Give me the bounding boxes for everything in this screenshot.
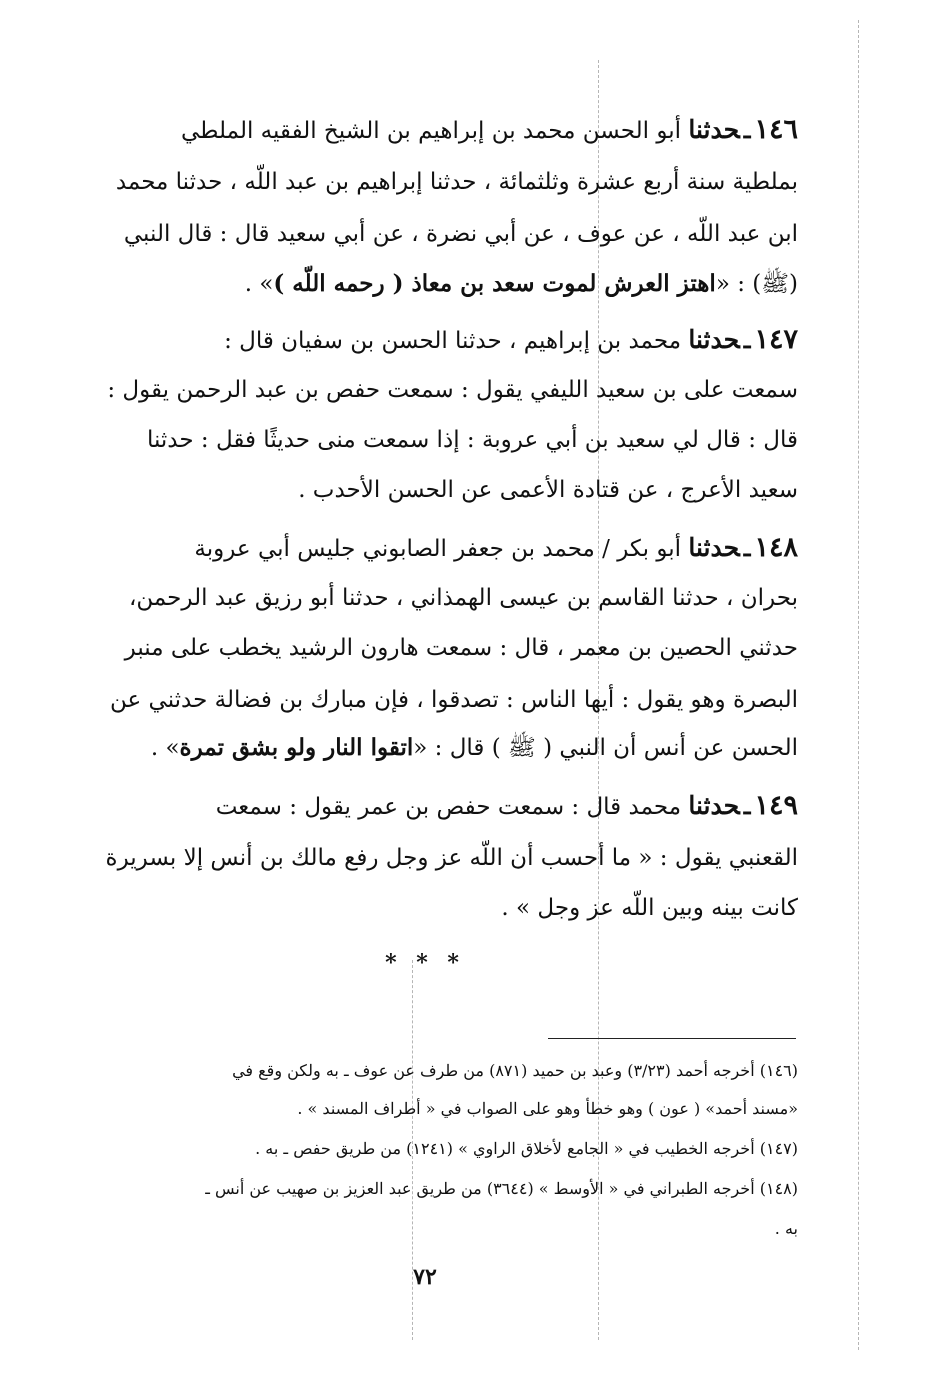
paragraph-line (46, 320, 798, 360)
paragraph-line (46, 264, 798, 304)
section-separator: * * * (385, 950, 465, 976)
hadith-number: ١٤٦ (754, 114, 798, 145)
text-plain: الحسن عن أنس أن النبي ( ﷺ ) قال : « (413, 735, 798, 761)
paragraph-line: بملطية سنة أربع عشرة وثلثمائة ، حدثنا إبراهيم بن عبد اللّه ، حدثنا محمد (115, 169, 798, 195)
paragraph-line: البصرة وهو يقول : أيها الناس : تصدقوا ، فإن مبارك بن فضالة حدثني عن (109, 687, 798, 713)
paragraph-line (46, 786, 798, 826)
dash: ـ (743, 535, 751, 562)
footnote-line: «مسند أحمد» ( عون ) وهو خطأ وهو على الصواب في « أطراف المسند » . (297, 1099, 798, 1118)
footnote-rule (548, 1038, 796, 1039)
paragraph-line (46, 110, 798, 150)
footnote-line: (١٤٨) أخرجه الطبراني في « الأوسط » (٣٦٤٤) من طريق عبد العزيز بن صهيب عن أنس ـ (205, 1179, 798, 1198)
hadith-number: ١٤٧ (754, 324, 798, 355)
paragraph-line: القعنبي يقول : « ما أحسب أن اللّه عز وجل رفع مالك بن أنس إلا بسريرة (105, 845, 798, 871)
prophetic-quote: اتقوا النار ولو بشق تمرة (179, 734, 414, 761)
footnote-line: (١٤٧) أخرجه الخطيب في « الجامع لأخلاق الراوي » (١٢٤١) من طريق حفص ـ به . (255, 1139, 798, 1158)
text-plain: » . (150, 735, 180, 761)
paragraph-text: محمد بن إبراهيم ، حدثنا الحسن بن سفيان قال : (224, 328, 682, 354)
hadith-number: ١٤٩ (754, 790, 798, 821)
text-plain: » . (244, 271, 274, 297)
paragraph-line: حدثني الحصين بن معمر ، قال : سمعت هارون الرشيد يخطب على منبر (124, 635, 798, 661)
paragraph-text: محمد قال : سمعت حفص بن عمر يقول : سمعت (215, 794, 682, 820)
paragraph-text: أبو بكر / محمد بن جعفر الصابوني جليس أبي عروبة (194, 536, 682, 562)
dash: ـ (743, 793, 751, 820)
paragraph-line: سعيد الأعرج ، عن قتادة الأعمى عن الحسن الأحدب . (298, 477, 798, 503)
hadith-heading: حدثنا (688, 325, 740, 354)
paragraph-line: بحران ، حدثنا القاسم بن عيسى الهمذاني ، حدثنا أبو رزيق عبد الرحمن، (128, 585, 798, 611)
paragraph-line: كانت بينه وبين اللّه عز وجل » . (501, 895, 798, 921)
dash: ـ (743, 327, 751, 354)
hadith-heading: حدثنا (688, 115, 740, 144)
page-number: ٧٢ (413, 1264, 437, 1290)
paragraph-line: ابن عبد اللّه ، عن عوف ، عن أبي نضرة ، عن أبي سعيد قال : قال النبي (123, 221, 798, 247)
dash: ـ (743, 117, 751, 144)
text-plain: (ﷺ) : « (715, 271, 798, 297)
hadith-number: ١٤٨ (754, 532, 798, 563)
hadith-heading: حدثنا (688, 791, 740, 820)
paragraph-line: سمعت على بن سعيد الليفي يقول : سمعت حفص بن عبد الرحمن يقول : (107, 377, 798, 403)
scan-crease-line (858, 20, 859, 1350)
footnote-line: (١٤٦) أخرجه أحمد (٣/٢٣) وعبد بن حميد (٨٧١) من طرف عن عوف ـ به ولكن وقع في (232, 1061, 798, 1080)
prophetic-quote: اهتز العرش لموت سعد بن معاذ ( رحمه اللّه ) (273, 270, 716, 297)
footnote-line: به . (774, 1219, 798, 1238)
paragraph-text: أبو الحسن محمد بن إبراهيم بن الشيخ الفقيه الملطي (181, 118, 682, 144)
paragraph-line (46, 528, 798, 568)
paragraph-line: قال : قال لي سعيد بن أبي عروبة : إذا سمعت منى حديثًا فقل : حدثنا (146, 427, 798, 453)
hadith-heading: حدثنا (688, 533, 740, 562)
paragraph-line (46, 728, 798, 768)
